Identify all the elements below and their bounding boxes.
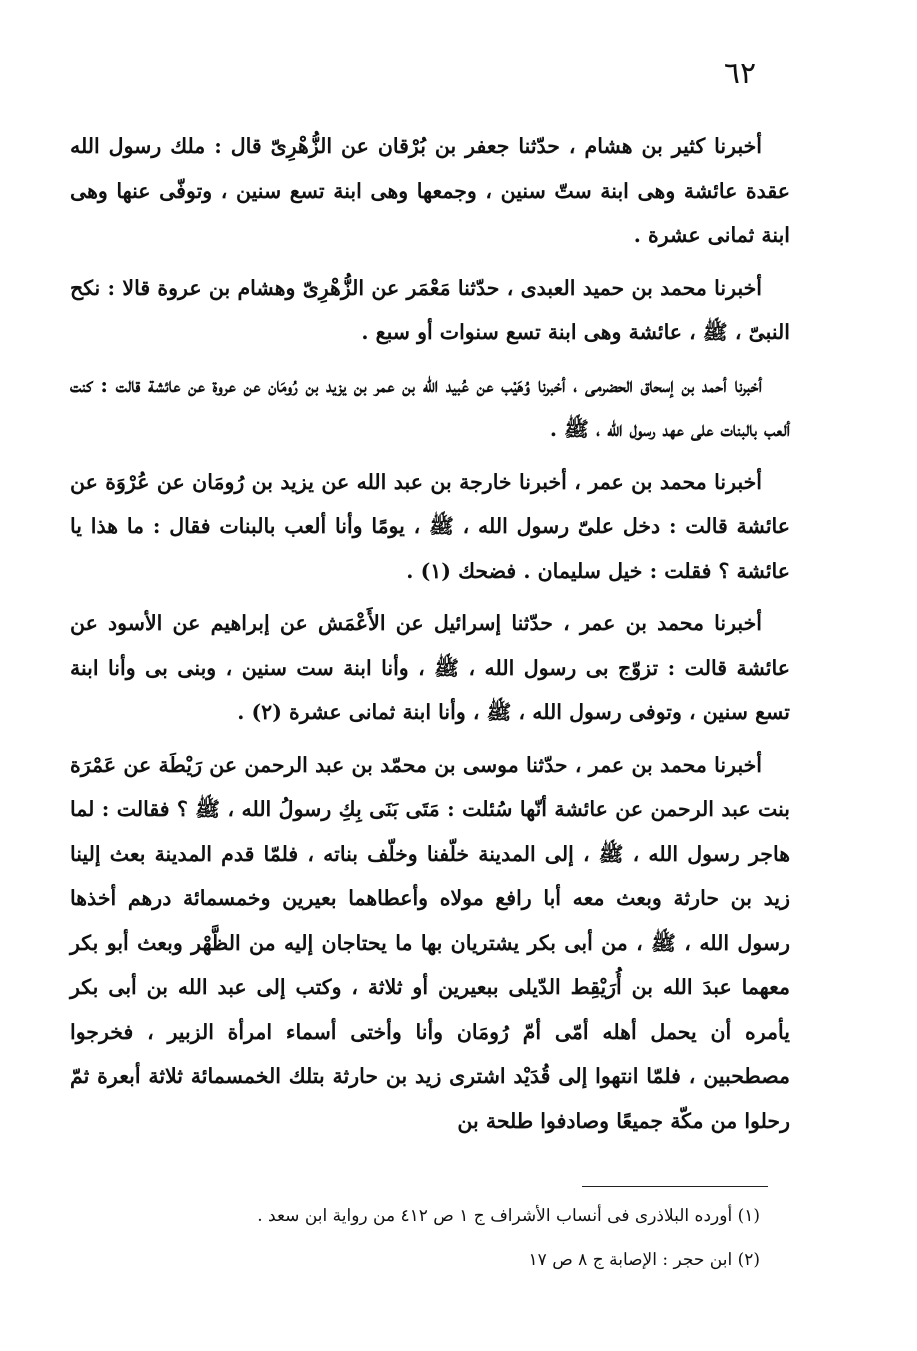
- footnote-separator: [582, 1186, 768, 1187]
- paragraph-6: أخبرنا محمد بن عمر ، حدّثنا موسى بن محمّد بن عبد الرحمن عن رَيْطَة عن عَمْرَة بنت عبد الرحمن عن عائشة أنّها سُئلت : مَتَى بَنَى بِكِ رسولُ الله ، ﷺ ؟ فقالت : لما هاجر رسول الله ، ﷺ ، إلى المدينة خلّفنا وخلّف بناته ، فلمّا قدم المدينة بعث إلينا زيد بن حارثة وبعث معه أبا رافع مولاه وأعطاهما بعيرين وخمسمائة درهم أخذها رسول الله ، ﷺ ، من أبى بكر يشتريان بها ما يحتاجان إليه من الظَّهْر وبعث أبو بكر معهما عبدَ الله بن أُرَيْقِط الدّيلى ببعيرين أو ثلاثة ، وكتب إلى عبد الله بن أبى بكر يأمره أن يحمل أهله أمّى أمّ رُومَان وأنا وأختى أسماء امرأة الزبير ، فخرجوا مصطحبين ، فلمّا انتهوا إلى قُدَيْد اشترى زيد بن حارثة بتلك الخمسمائة ثلاثة أبعرة ثمّ رحلوا من مكّة جميعًا وصادفوا طلحة بن: [70, 752, 790, 1133]
- paragraph-5: أخبرنا محمد بن عمر ، حدّثنا إسرائيل عن الأَعْمَش عن إبراهيم عن الأسود عن عائشة قالت : تزوّج بى رسول الله ، ﷺ ، وأنا ابنة ست سنين ، وبنى بى وأنا ابنة تسع سنين ، وتوفى رسول الله ، ﷺ ، وأنا ابنة ثمانى عشرة (٢) .: [70, 611, 790, 724]
- footnote-1: (١) أورده البلاذرى فى أنساب الأشراف ج ١ ص ٤١٢ من رواية ابن سعد .: [257, 1206, 760, 1226]
- page-number: ٦٢: [723, 56, 757, 91]
- main-text: [70, 124, 790, 1151]
- footnote-2: (٢) ابن حجر : الإصابة ج ٨ ص ١٧: [528, 1250, 760, 1270]
- paragraph-1: أخبرنا كثير بن هشام ، حدّثنا جعفر بن بُرْقان عن الزُّهْرِىّ قال : ملك رسول الله عقدة عائشة وهى ابنة ستّ سنين ، وجمعها وهى ابنة تسع سنين ، وتوفّى عنها وهى ابنة ثمانى عشرة .: [70, 134, 790, 247]
- footnotes: [160, 1194, 760, 1282]
- paragraph-3: أخبرنا أحمد بن إسحاق الحضرمى ، أخبرنا وُهَيْب عن عُبيد الله بن عمر بن يزيد بن رُومَان عن عروة عن عائشة قالت : كنت ألعب بالبنات على عهد رسول الله ، ﷺ .: [70, 372, 790, 441]
- paragraph-2: أخبرنا محمد بن حميد العبدى ، حدّثنا مَعْمَر عن الزُّهْرِىّ وهشام بن عروة قالا : نكح النبىّ ، ﷺ ، عائشة وهى ابنة تسع سنوات أو سبع .: [70, 275, 790, 344]
- paragraph-4: أخبرنا محمد بن عمر ، أخبرنا خارجة بن عبد الله عن يزيد بن رُومَان عن عُرْوَة عن عائشة قالت : دخل علىّ رسول الله ، ﷺ ، يومًا وأنا ألعب بالبنات فقال : ما هذا يا عائشة ؟ فقلت : خيل سليمان . فضحك (١) .: [70, 469, 790, 583]
